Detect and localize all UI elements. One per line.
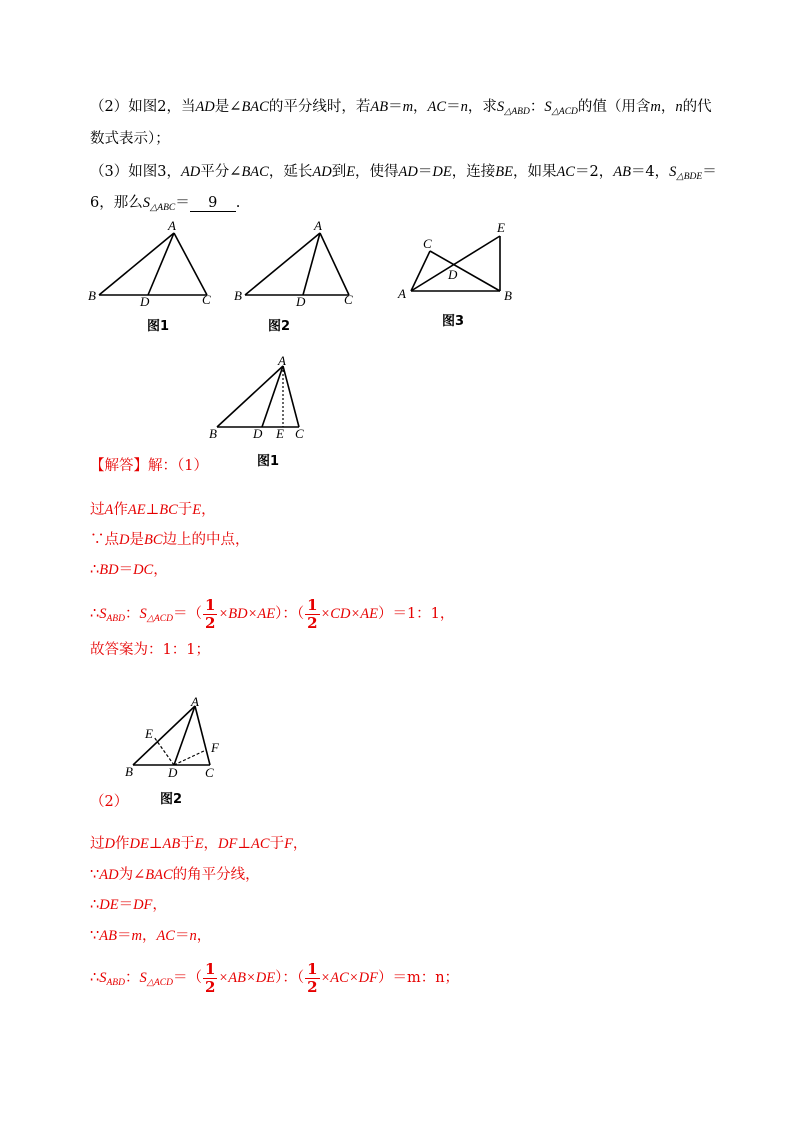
sol-text: 为∠ [118,867,146,883]
sol-text: ＝（ [173,970,203,986]
fraction-denominator: 2 [205,977,216,996]
sol-line-1 [90,500,216,520]
sol-var: BAC [145,867,173,883]
sol-line-2 [90,530,250,550]
sol-text: ）＝m：n； [377,970,460,986]
fraction-numerator: 1 [205,959,216,978]
sol-text: 的角平分线， [172,867,260,883]
q2-BAC: BAC [241,99,269,115]
fig3-label-D: D [448,267,458,282]
fig2-caption: 图2 [268,319,291,334]
q2-text: ， [660,99,676,115]
sol-var: AC [251,836,270,852]
q3-text: ＝2， [574,164,614,180]
q3-text: ，如果 [512,164,557,180]
sol-var: BC [143,532,163,548]
sol-text: 边上的中点， [162,532,250,548]
sol-var: S [139,970,147,986]
sol-text: ＝ [174,928,190,944]
fig3-caption: 图3 [442,314,465,329]
sol2-label-D: D [168,765,178,780]
q3-text: . [235,195,241,211]
fig1-label-C: C [202,292,211,307]
q3-text: 平分∠ [200,164,242,180]
q3-text: 6，那么 [90,195,143,211]
sol-var: n [189,928,197,944]
sol-text: ， [153,562,168,578]
sol2-line-5 [90,958,459,1003]
q2-text: ＝ [446,99,461,115]
q2-sub: △ACD [551,107,578,117]
sol-text: 是 [129,532,144,548]
sol2-label-C: C [205,765,214,780]
q3-AB: AB [613,164,631,180]
sol-text: 作 [114,836,130,852]
sol-sub: △ACD [146,978,174,988]
figure-1 [99,233,207,295]
sol-text: 作 [113,502,128,518]
sol2-label-F: F [211,740,219,755]
q3-text: （3）如图3， [90,164,181,180]
fraction-numerator: 1 [307,959,318,978]
sol-text: ∵ [90,928,100,944]
sol2-line-1 [90,834,307,854]
sol-text: ）＝1：1， [377,606,455,622]
sol-expr: ×BD×AE [218,606,276,622]
fraction-half [203,961,217,996]
sol-text: 于 [180,836,195,852]
sol-var: DF [218,836,238,852]
q2-text: （2）如图2，当 [90,99,196,115]
fig2-label-B: B [234,288,242,303]
sol2-label-B: B [125,764,133,779]
q2-text: 是∠ [214,99,242,115]
sol-text: 过 [90,502,105,518]
sol-text: ： [124,970,140,986]
q3-AD: AD [398,164,418,180]
q3-sub: △BDE [676,172,703,182]
sol-text: ∴ [90,562,100,578]
fig3-label-A: A [398,286,406,301]
sol-text: ⊥ [145,502,160,518]
fraction-denominator: 2 [307,613,318,632]
q2-text: ，求 [467,99,497,115]
sol-text: 于 [177,502,193,518]
sol-text: ＝（ [173,606,203,622]
q2-m: m [650,99,661,115]
part2-label: （2） [90,794,129,810]
sol-text: ∴ [90,897,100,913]
sol-text: ⊥ [237,836,252,852]
figure-2 [245,233,349,295]
fig1-caption: 图1 [147,319,170,334]
sol-text: ＝ [116,928,132,944]
q2-S: S [544,99,552,115]
sol-var: DF [133,897,153,913]
fig3-label-B: B [504,288,512,303]
solution-figure-1 [217,366,299,427]
sol-text: ， [201,502,216,518]
sol2-line-3 [90,895,167,915]
q3-sub: △ABC [149,203,176,213]
q3-E: E [346,164,356,180]
sol2-label-E: E [145,726,153,741]
q2-n: n [460,99,468,115]
sol2-caption: 图2 [160,792,183,807]
sol-var: DC [133,562,154,578]
sol-var: DE [129,836,149,852]
q3-AC: AC [556,164,575,180]
sol-var: BD [99,562,119,578]
fraction-numerator: 1 [205,595,216,614]
sol-text: ∴ [90,606,100,622]
sol-line-4 [90,594,454,639]
q3-text: ＝4， [630,164,670,180]
q2-text: ， [413,99,428,115]
sol1-label-D: D [253,426,263,441]
q3-BAC: BAC [241,164,269,180]
sol1-label-C: C [295,426,304,441]
q3-S: S [142,195,150,211]
sol-text: ， [152,897,167,913]
sol-var: S [99,970,107,986]
q2-text: 的平分线时，若 [268,99,371,115]
sol-text: 过 [90,836,105,852]
q3-S: S [669,164,677,180]
sol1-caption: 图1 [257,454,280,469]
q3-text: ，使得 [355,164,399,180]
q3-AD: AD [180,164,201,180]
q2-n: n [675,99,683,115]
fig2-label-D: D [296,294,306,309]
sol-var: AB [99,928,117,944]
sol-var: S [99,606,107,622]
q3-DE: DE [432,164,452,180]
q3-BE: BE [495,164,513,180]
sol-text: ）：（ [275,970,305,986]
sol-text: 于 [269,836,285,852]
sol2-label-A: A [191,694,199,709]
sol-text: ， [292,836,308,852]
q2-text: ： [529,99,545,115]
sol-text: ＝ [118,897,134,913]
fig1-label-B: B [88,288,96,303]
sol-expr: ×CD×AE [320,606,378,622]
solution-header: 【解答】解：（1） [90,458,208,474]
sol1-label-A: A [278,353,286,368]
sol-var: E [194,836,204,852]
sol-var: A [104,502,114,518]
sol1-label-E: E [276,426,284,441]
sol2-line-4 [90,926,211,946]
sol-text: ∵点 [90,532,119,548]
fig1-label-D: D [140,294,150,309]
sol-sub: ABD [106,978,125,988]
sol-text: ， [196,928,212,944]
q2-text: ＝ [388,99,403,115]
q3-text: 到 [331,164,347,180]
q2-AC: AC [427,99,447,115]
q2-sub: △ABD [504,107,530,117]
sol-text: ∵ [90,867,100,883]
sol-line-5: 故答案为：1：1； [90,642,210,658]
sol-text: ， [203,836,219,852]
sol-var: AB [162,836,181,852]
q3-text: ＝ [175,195,190,211]
sol-var: AC [156,928,175,944]
fraction-denominator: 2 [307,977,318,996]
q3-text: ＝ [417,164,433,180]
sol-var: BC [159,502,178,518]
sol-text: ， [141,928,157,944]
sol-var: S [139,606,147,622]
fig3-label-E: E [497,220,505,235]
fraction-half [203,597,217,632]
sol-sub: ABD [106,614,125,624]
q2-text: 的代 [682,99,712,115]
q2-text: 的值（用含 [577,99,651,115]
sol-var: AD [99,867,119,883]
sol-expr: ×AB×DE [218,970,276,986]
sol-expr: ×AC×DF [320,970,378,986]
fraction-numerator: 1 [307,595,318,614]
q3-answer: 9 [190,195,236,212]
sol-line-3 [90,560,168,580]
q2-AD: AD [195,99,215,115]
sol-var: D [119,532,130,548]
sol-text: ∴ [90,970,100,986]
q2-m: m [402,99,414,115]
fraction-half [305,597,319,632]
q2-AB: AB [370,99,389,115]
fig1-label-A: A [168,218,176,233]
fraction-half [305,961,319,996]
q2-line2: 数式表示）； [90,131,170,147]
sol-text: ＝ [118,562,134,578]
fig2-label-C: C [344,292,353,307]
q3-text: ，连接 [451,164,496,180]
q3-text: ，延长 [268,164,313,180]
sol-var: AE [127,502,146,518]
sol-var: DE [99,897,119,913]
sol1-label-B: B [209,426,217,441]
q2-S: S [496,99,505,115]
q3-AD: AD [312,164,332,180]
sol-text: ： [124,606,140,622]
fraction-denominator: 2 [205,613,216,632]
sol-var: m [131,928,142,944]
fig2-label-A: A [314,218,322,233]
sol-text: ）：（ [275,606,305,622]
fig3-label-C: C [423,236,432,251]
sol-var: E [192,502,202,518]
q3-text: ＝ [702,164,717,180]
sol-sub: △ACD [146,614,174,624]
sol-var: F [284,836,293,852]
sol2-line-2 [90,865,260,885]
sol-var: D [104,836,115,852]
sol-text: ⊥ [148,836,163,852]
